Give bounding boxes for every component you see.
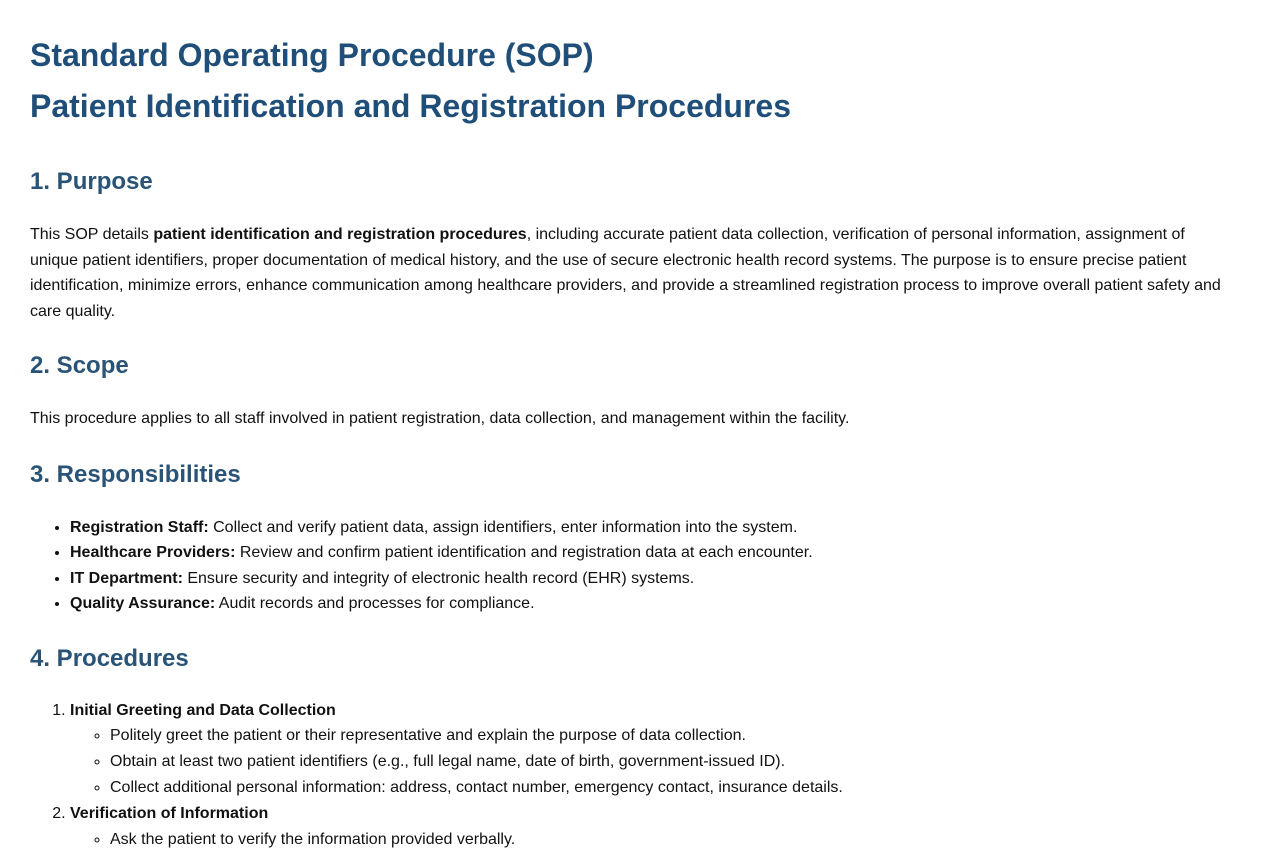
role-description: Ensure security and integrity of electronic health record (EHR) systems. bbox=[182, 569, 695, 587]
procedures-heading: 4. Procedures bbox=[30, 644, 189, 672]
document-title: Standard Operating Procedure (SOP) bbox=[30, 37, 594, 73]
list-item: ◦ Collect additional personal information: address, contact number, emergency contact, insurance details. bbox=[110, 775, 1233, 801]
role-description: Audit records and processes for compliance. bbox=[215, 595, 535, 613]
procedure-substeps bbox=[70, 827, 1233, 852]
scope-heading: 2. Scope bbox=[30, 352, 129, 380]
list-item bbox=[70, 566, 1233, 591]
responsibilities-list bbox=[30, 515, 1233, 617]
responsibilities-heading: 3. Responsibilities bbox=[30, 460, 241, 488]
list-item bbox=[70, 540, 1233, 565]
list-item: ◦ Obtain at least two patient identifiers (e.g., full legal name, date of birth, government-issued ID). bbox=[110, 749, 1233, 775]
role-label: IT Department: bbox=[70, 569, 183, 587]
list-item: ◦ Politely greet the patient or their representative and explain the purpose of data collection. bbox=[110, 723, 1233, 749]
procedures-list bbox=[30, 698, 1233, 852]
procedure-step-title: Verification of Information bbox=[70, 804, 269, 822]
procedure-step bbox=[70, 698, 1233, 801]
purpose-heading: 1. Purpose bbox=[30, 168, 153, 195]
document-subtitle: Patient Identification and Registration Procedures bbox=[30, 88, 792, 124]
scope-paragraph: This procedure applies to all staff involved in patient registration, data collection, and management within the facility. bbox=[30, 410, 850, 428]
procedure-substeps bbox=[70, 723, 1233, 800]
purpose-text-end: , including accurate patient data collection, verification of personal information, assignment of unique patient identifiers, proper documentation of medical history, and the use of secure electronic health record systems. The purpose is to ensure precise patient identification, minimize errors, enhance communication among healthcare providers, and provide a streamlined registration process to improve overall patient safety and care quality. bbox=[30, 226, 1221, 320]
role-label: Healthcare Providers: bbox=[70, 544, 236, 562]
role-description: Collect and verify patient data, assign identifiers, enter information into the system. bbox=[208, 518, 798, 536]
role-label: Quality Assurance: bbox=[70, 595, 216, 613]
purpose-text-start: This SOP details bbox=[30, 226, 154, 243]
list-item bbox=[70, 591, 1233, 616]
list-item: ◦ Ask the patient to verify the information provided verbally. bbox=[110, 827, 1233, 852]
role-description: Review and confirm patient identification and registration data at each encounter. bbox=[235, 544, 813, 562]
purpose-text-bold: patient identification and registration procedures bbox=[153, 226, 527, 243]
procedure-step-title: Initial Greeting and Data Collection bbox=[70, 701, 336, 719]
list-item bbox=[70, 515, 1233, 540]
role-label: Registration Staff: bbox=[70, 518, 209, 536]
procedure-step bbox=[70, 801, 1233, 852]
purpose-paragraph bbox=[30, 222, 1233, 324]
